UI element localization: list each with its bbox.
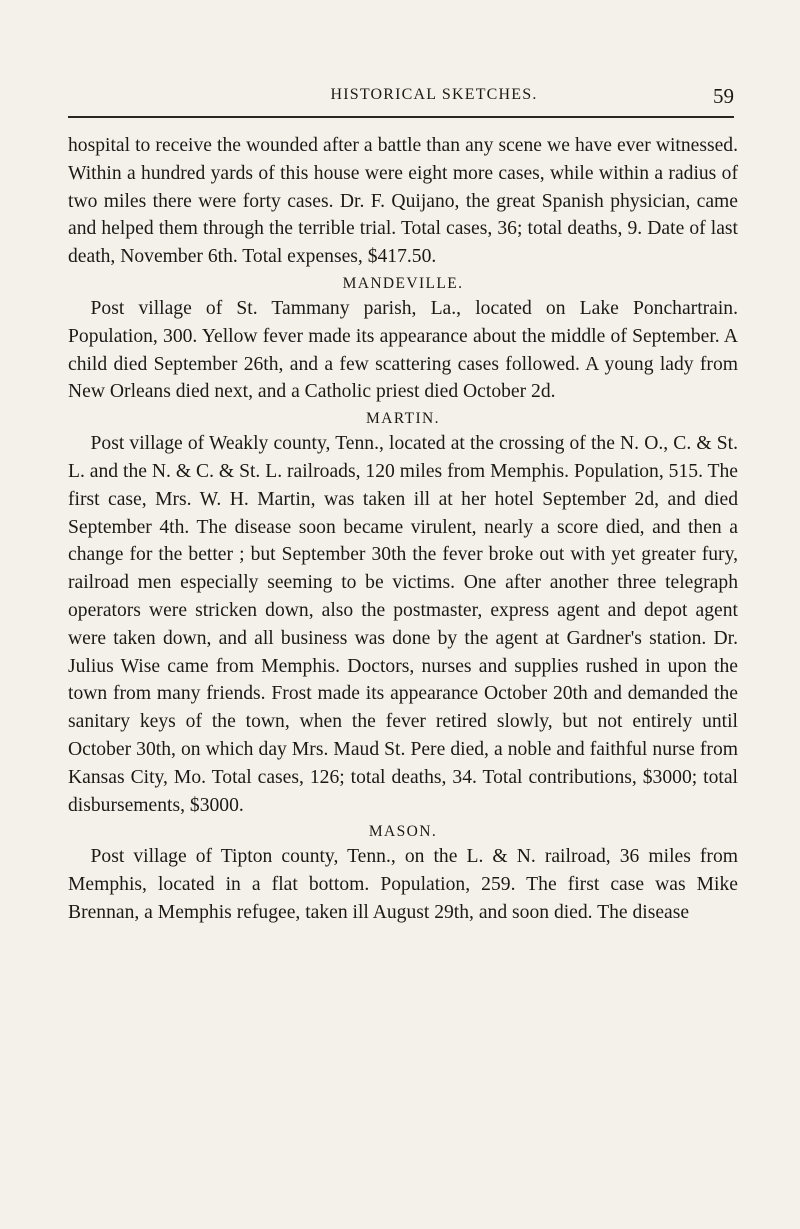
section-heading-mandeville: MANDEVILLE. [342,274,464,292]
section-paragraph-martin: Post village of Weakly county, Tenn., located at the crossing of the N. O., C. & St. L. and the N. & C. & St. L. railroads, 120 miles from Memphis. Population, 515. The first case, Mrs. W. H. Martin, was taken ill at her hotel September 2d, and died September 4th. The disease soon became virulent, nearly a score died, and then a change for the better ; but September 30th the fever broke out with yet greater fury, railroad men especially seeming to be victims. One after another three telegraph operators were stricken down, also the postmaster, express agent and depot agent were taken down, and all business was done by the agent at Gardner's station. Dr. Julius Wise came from Memphis. Doctors, nurses and supplies rushed in upon the town from many friends. Frost made its appearance October 20th and demanded the sanitary keys of the town, when the fever retired slowly, but not entirely until October 30th, on which day Mrs. Maud St. Pere died, a noble and faithful nurse from Kansas City, Mo. Total cases, 126; total deaths, 34. Total contributions, $3000; total disbursements, $3000. [68,433,738,816]
section-paragraph-mason: Post village of Tipton county, Tenn., on the L. & N. railroad, 36 miles from Memphis, located in a flat bottom. Population, 259. The first case was Mike Brennan, a Memphis refugee, taken ill August 29th, and soon died. The disease [68,846,738,923]
opening-paragraph: hospital to receive the wounded after a battle than any scene we have ever witnessed. Within a hundred yards of this house were eight more cases, while within a radius of two miles there were forty cases. Dr. F. Quijano, the great Spanish physician, came and helped them through the terrible trial. Total cases, 36; total deaths, 9. Date of last death, November 6th. Total expenses, $417.50. [68,135,738,268]
running-title: HISTORICAL SKETCHES. [330,86,538,103]
running-head [68,86,740,108]
body-text [68,132,738,927]
section-heading-martin: MARTIN. [366,410,440,428]
header-rule [68,116,734,118]
section-paragraph-mandeville: Post village of St. Tammany parish, La., located on Lake Ponchartrain. Population, 300. Yellow fever made its appearance about the middle of September. A child died September 26th, and a few scattering cases followed. A young lady from New Orleans died next, and a Catholic priest died October 2d. [68,297,738,403]
page-number: 59 [713,84,734,108]
section-heading-mason: MASON. [368,823,438,841]
